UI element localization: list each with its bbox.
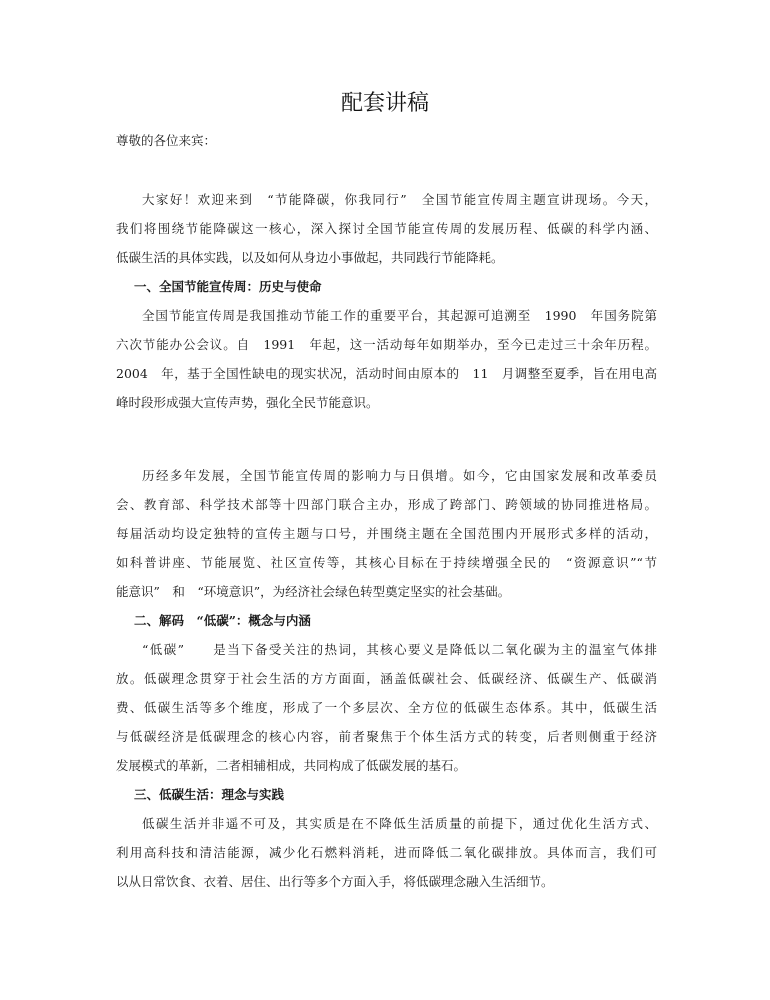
paragraph-line: 历经多年发展，全国节能宣传周的影响力与日俱增。如今，它由国家发展和改革委员 [142,468,657,483]
paragraph-line: 与低碳经济是低碳理念的核心内容，前者聚焦于个体生活方式的转变，后者则侧重于经济 [116,729,657,744]
paragraph-line: 我们将围绕节能降碳这一核心，深入探讨全国节能宣传周的发展历程、低碳的科学内涵、 [116,221,657,236]
paragraph-line: 大家好！欢迎来到 “节能降碳，你我同行” 全国节能宣传周主题宣讲现场。今天， [142,192,657,207]
paragraph-line: 2004 年，基于全国性缺电的现实状况，活动时间由原本的 11 月调整至夏季，旨在用电高 [116,366,657,381]
paragraph-line: 会、教育部、科学技术部等十四部门联合主办，形成了跨部门、跨领域的协同推进格局。 [116,497,657,512]
section-heading-low-carbon-concept: 二、解码 “低碳”：概念与内涵 [134,613,311,628]
paragraph-line: 全国节能宣传周是我国推动节能工作的重要平台，其起源可追溯至 1990 年国务院第 [142,308,657,323]
paragraph-line: 利用高科技和清洁能源，减少化石燃料消耗，进而降低二氧化碳排放。具体而言，我们可 [116,845,657,860]
paragraph-line: 六次节能办公会议。自 1991 年起，这一活动每年如期举办，至今已走过三十余年历程。 [116,337,657,352]
practice-paragraph [116,809,657,896]
concept-paragraph [116,635,657,780]
paragraph-line: 低碳生活的具体实践，以及如何从身边小事做起，共同践行节能降耗。 [116,250,504,265]
spacer [116,155,657,185]
paragraph-line: 峰时段形成强大宣传声势，强化全民节能意识。 [116,395,379,410]
paragraph-line: 低碳生活并非遥不可及，其实质是在不降低生活质量的前提下，通过优化生活方式、 [142,816,657,831]
paragraph-line: 能意识” 和 “环境意识”，为经济社会绿色转型奠定坚实的社会基础。 [116,584,511,599]
page-title: 配套讲稿 [340,91,429,116]
paragraph-line: “低碳” 是当下备受关注的热词，其核心要义是降低以二氧化碳为主的温室气体排 [142,642,657,657]
salutation: 尊敬的各位来宾： [116,133,217,148]
paragraph-line: 每届活动均设定独特的宣传主题与口号，并围绕主题在全国范围内开展形式多样的活动， [116,526,657,541]
paragraph-line: 放。低碳理念贯穿于社会生活的方方面面，涵盖低碳社会、低碳经济、低碳生产、低碳消 [116,671,657,686]
section-heading-history: 一、全国节能宣传周：历史与使命 [134,279,322,294]
paragraph-line: 以从日常饮食、衣着、居住、出行等多个方面入手，将低碳理念融入生活细节。 [116,874,554,889]
history-paragraph-2 [116,461,657,606]
spacer [116,417,657,461]
paragraph-line: 费、低碳生活等多个维度，形成了一个多层次、全方位的低碳生态体系。其中，低碳生活 [116,700,657,715]
paragraph-line: 发展模式的革新，二者相辅相成，共同构成了低碳发展的基石。 [116,758,467,773]
paragraph-line: 如科普讲座、节能展览、社区宣传等，其核心目标在于持续增强全民的 “资源意识”“节 [116,555,657,570]
speech-body [116,126,657,896]
intro-paragraph [116,185,657,272]
history-paragraph-1 [116,301,657,417]
section-heading-low-carbon-life: 三、低碳生活：理念与实践 [134,787,285,802]
